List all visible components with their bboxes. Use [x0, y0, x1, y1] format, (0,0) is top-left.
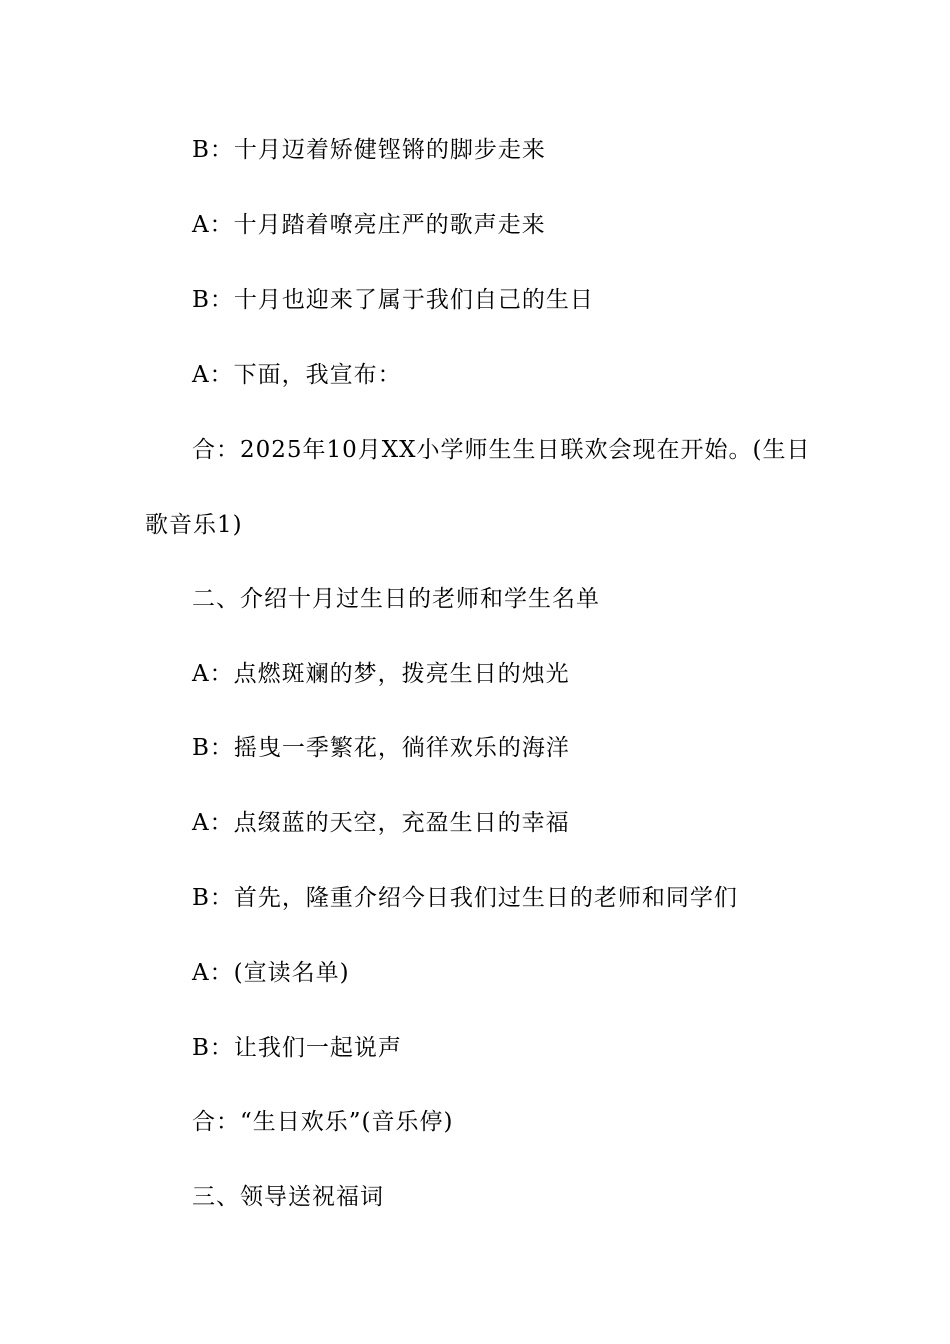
script-line-continuation: 歌音乐1): [145, 512, 243, 538]
script-line: A：(宣读名单): [192, 960, 350, 986]
script-line: B：让我们一起说声: [192, 1035, 402, 1061]
script-line: 合：“生日欢乐”(音乐停): [192, 1109, 454, 1135]
section-heading: 三、领导送祝福词: [192, 1184, 384, 1210]
script-line: A：下面，我宣布：: [192, 362, 402, 388]
script-line: A：十月踏着嘹亮庄严的歌声走来: [192, 212, 546, 238]
script-line: 合：2025年10月XX小学师生生日联欢会现在开始。(生日: [192, 437, 811, 463]
script-line: B：十月迈着矫健铿锵的脚步走来: [192, 137, 546, 163]
script-line: B：十月也迎来了属于我们自己的生日: [192, 287, 594, 313]
script-line: A：点缀蓝的天空，充盈生日的幸福: [192, 810, 570, 836]
script-line: B：首先，隆重介绍今日我们过生日的老师和同学们: [192, 885, 738, 911]
script-line: B：摇曳一季繁花，徜徉欢乐的海洋: [192, 735, 570, 761]
section-heading: 二、介绍十月过生日的老师和学生名单: [192, 586, 600, 612]
script-line: A：点燃斑斓的梦，拨亮生日的烛光: [192, 661, 570, 687]
